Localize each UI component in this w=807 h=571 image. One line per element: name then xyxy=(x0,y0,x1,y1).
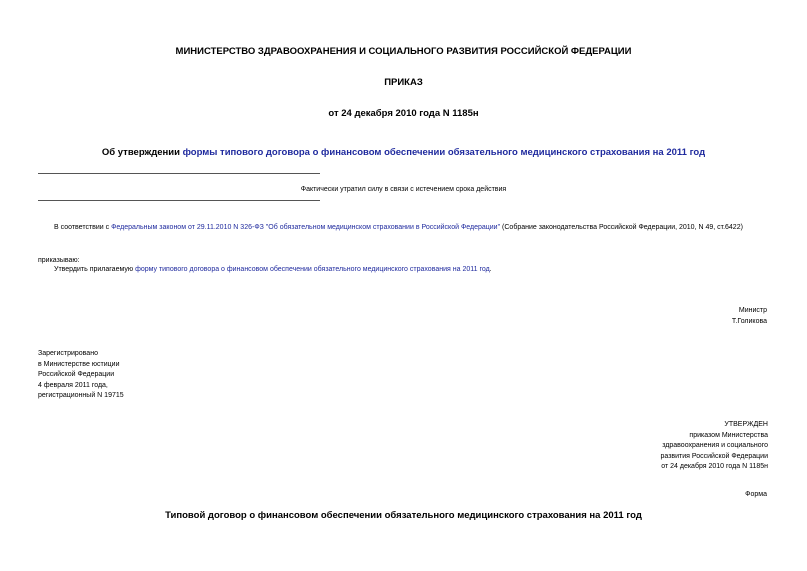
order-label: приказываю: xyxy=(38,257,80,264)
order-item xyxy=(54,266,492,273)
registration-line: в Министерстве юстиции xyxy=(38,360,120,368)
preamble-prefix: В соответствии с xyxy=(54,224,112,231)
signature-name: Т.Голикова xyxy=(731,317,767,325)
status-note: Фактически утратил силу в связи с истечением срока действия xyxy=(300,186,507,193)
approval-line: приказом Министерства xyxy=(689,431,768,439)
document-title xyxy=(0,147,807,158)
signature-block xyxy=(732,306,767,327)
preamble xyxy=(54,224,743,231)
order-item-suffix: . xyxy=(489,266,492,273)
form-label: Форма xyxy=(745,491,767,498)
approval-block xyxy=(660,420,768,473)
status-rule-top xyxy=(38,173,320,174)
registration-line: Зарегистрировано xyxy=(38,350,98,357)
doc-type-heading: ПРИКАЗ xyxy=(384,77,423,88)
approval-line: здравоохранения и социального xyxy=(662,442,768,449)
approval-line: от 24 декабря 2010 года N 1185н xyxy=(661,463,768,470)
doc-date-line: от 24 декабря 2010 года N 1185н xyxy=(328,108,479,119)
signature-position: Министр xyxy=(738,307,767,314)
title-form-link[interactable]: формы типового договора о финансовом обеспечении обязательного медицинского страхования на 2011 год xyxy=(182,147,706,158)
form-link[interactable]: форму типового договора о финансовом обеспечении обязательного медицинского страхования на 2011 год xyxy=(135,266,490,273)
registration-line: Российской Федерации xyxy=(38,371,115,378)
order-item-prefix: Утвердить прилагаемую xyxy=(54,266,136,273)
registration-block xyxy=(38,349,124,402)
contract-title: Типовой договор о финансовом обеспечении обязательного медицинского страхования на 2011 год xyxy=(165,510,642,521)
ministry-heading: МИНИСТЕРСТВО ЗДРАВООХРАНЕНИЯ И СОЦИАЛЬНОГО РАЗВИТИЯ РОССИЙСКОЙ ФЕДЕРАЦИИ xyxy=(175,46,632,57)
approval-line: развития Российской Федерации xyxy=(660,452,768,460)
registration-line: регистрационный N 19715 xyxy=(38,392,124,399)
title-prefix: Об утверждении xyxy=(101,147,183,158)
status-rule-bottom xyxy=(38,200,320,201)
approval-title: УТВЕРЖДЕН xyxy=(724,421,768,428)
federal-law-link[interactable]: Федеральным законом от 29.11.2010 N 326-ФЗ "Об обязательном медицинском страховании в Российской Федерации" xyxy=(111,224,501,231)
registration-line: 4 февраля 2011 года, xyxy=(38,381,108,389)
preamble-suffix: (Собрание законодательства Российской Федерации, 2010, N 49, ст.6422) xyxy=(500,224,743,231)
